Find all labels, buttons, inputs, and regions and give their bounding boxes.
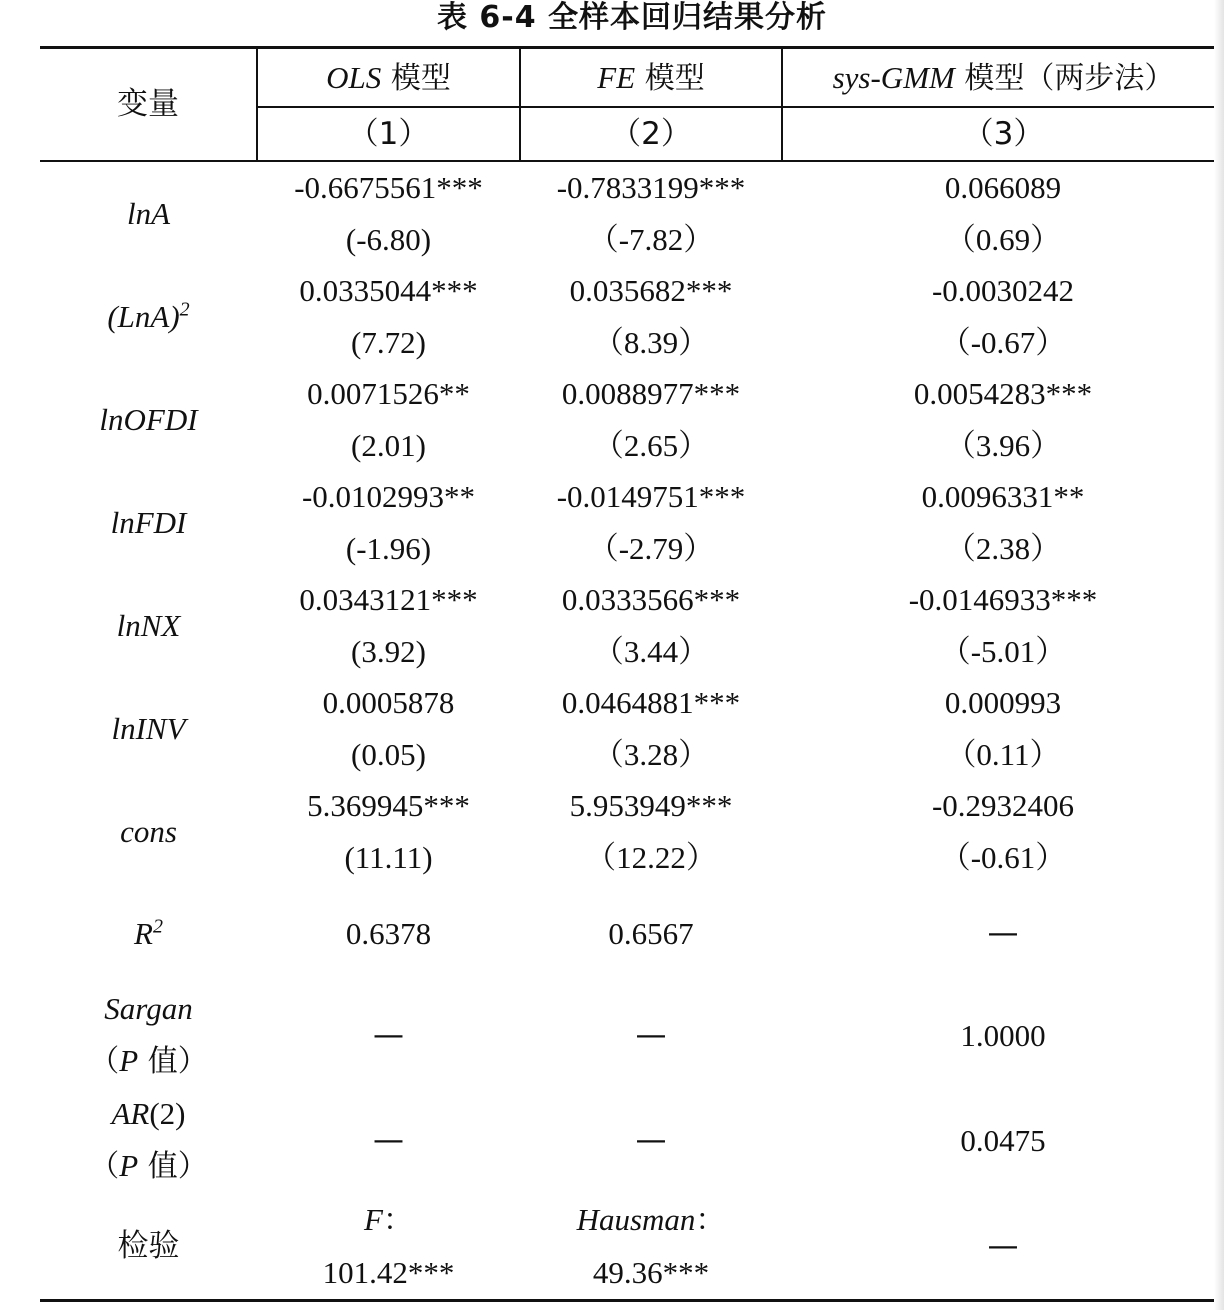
stat-cell: 1.0000 <box>960 1018 1046 1053</box>
model-number-2: （2） <box>520 107 782 161</box>
tstat-cell: （3.44） <box>592 633 710 669</box>
tstat-cell: （-0.67） <box>939 324 1067 360</box>
variable-label: cons <box>120 814 177 849</box>
coef-cell: 0.0096331** <box>921 479 1085 514</box>
model-header-ols: OLS 模型 <box>257 48 520 108</box>
table-body <box>40 161 1224 1301</box>
test-cell-sysgmm: — <box>987 1227 1019 1264</box>
stat-cell: 0.0475 <box>960 1123 1046 1158</box>
tstat-cell: （2.65） <box>592 427 710 463</box>
tstat-cell: （-5.01） <box>939 633 1067 669</box>
table-title: 表 6-4 全样本回归结果分析 <box>436 0 828 35</box>
tstat-cell: （-2.79） <box>587 530 715 566</box>
coef-cell: -0.0149751*** <box>556 479 746 514</box>
tstat-cell: （-0.61） <box>939 839 1067 875</box>
table-row-sargan <box>40 983 1224 1088</box>
tstat-cell: (2.01) <box>351 427 426 463</box>
table-row-cons-coef <box>40 780 1224 831</box>
table-row-r2 <box>40 883 1224 983</box>
coef-cell: 0.0088977*** <box>561 376 741 411</box>
table-row-lnfdi-coef <box>40 471 1224 522</box>
coef-cell: -0.7833199*** <box>556 170 746 205</box>
variable-label: lnFDI <box>110 505 187 540</box>
stat-cell: — <box>373 1122 404 1158</box>
coef-cell: 0.0335044*** <box>299 273 478 308</box>
coef-cell: 0.0005878 <box>322 685 455 720</box>
variable-label: AR(2) （P 值） <box>89 1096 208 1184</box>
coef-cell: -0.2932406 <box>931 788 1075 823</box>
model-header-fe: FE 模型 <box>520 48 782 108</box>
variable-label: $R^2$ <box>134 915 163 951</box>
stat-cell: — <box>635 1017 667 1053</box>
model-number-1: （1） <box>257 107 520 161</box>
variable-label: 检验 <box>117 1227 180 1264</box>
coef-cell: -0.0102993** <box>301 479 476 514</box>
model-header-sysgmm: sys-GMM 模型（两步法） <box>782 48 1224 108</box>
variable-label: lnOFDI <box>99 402 198 437</box>
table-row-test <box>40 1193 1224 1301</box>
variable-label: lnINV <box>111 711 186 746</box>
tstat-cell: (0.05) <box>351 736 426 772</box>
tstat-cell: (-6.80) <box>345 221 432 257</box>
variable-label: lnNX <box>116 608 181 643</box>
header-row-models <box>40 48 1224 108</box>
stat-cell: — <box>373 1017 404 1053</box>
tstat-cell: （8.39） <box>592 324 710 360</box>
tstat-cell: （3.96） <box>944 427 1062 463</box>
test-cell-hausman: Hausman： 49.36*** <box>576 1201 726 1290</box>
coef-cell: 0.0464881*** <box>561 685 741 720</box>
stat-cell: — <box>635 1122 667 1158</box>
variable-label: (LnA)$^2$ <box>107 298 190 334</box>
tstat-cell: (-1.96) <box>345 530 432 566</box>
coef-cell: 0.0343121*** <box>299 582 478 617</box>
model-number-3: （3） <box>782 107 1224 161</box>
stat-cell: — <box>987 914 1019 951</box>
variable-header: 变量 <box>40 48 257 162</box>
tstat-cell: （3.28） <box>592 736 710 772</box>
coef-cell: 0.0054283*** <box>913 376 1093 411</box>
tstat-cell: (11.11) <box>344 839 433 875</box>
tstat-cell: （0.11） <box>945 736 1061 772</box>
tstat-cell: （12.22） <box>585 839 717 875</box>
tstat-cell: (3.92) <box>351 633 426 669</box>
coef-cell: 0.0333566*** <box>561 582 741 617</box>
coef-cell: 5.953949*** <box>569 788 733 823</box>
coef-cell: -0.6675561*** <box>294 170 483 205</box>
stat-cell: 0.6567 <box>608 915 694 951</box>
table-row-ar2 <box>40 1088 1224 1193</box>
table-row-lnnx-coef <box>40 574 1224 625</box>
table-row-lninv-coef <box>40 677 1224 728</box>
coef-cell: -0.0030242 <box>931 273 1075 308</box>
tstat-cell: （2.38） <box>944 530 1062 566</box>
test-cell-f: F： 101.42*** <box>322 1201 455 1290</box>
table-row-lnofdi-coef <box>40 368 1224 419</box>
coef-cell: 0.000993 <box>944 685 1062 720</box>
tstat-cell: （-7.82） <box>587 221 715 257</box>
coef-cell: 0.0071526** <box>307 376 470 411</box>
variable-label: Sargan （P 值） <box>89 991 208 1079</box>
tstat-cell: (7.72) <box>351 324 426 360</box>
scan-edge-shadow <box>1214 0 1224 1310</box>
coef-cell: -0.0146933*** <box>908 582 1098 617</box>
coef-cell: 0.066089 <box>944 170 1062 205</box>
tstat-cell: （0.69） <box>944 221 1062 257</box>
regression-table <box>40 46 1224 1302</box>
coef-cell: 0.035682*** <box>569 273 733 308</box>
stat-cell: 0.6378 <box>345 915 432 951</box>
variable-label: lnA <box>126 196 171 231</box>
table-row-lna2-coef <box>40 265 1224 316</box>
table-row-lna-coef <box>40 161 1224 213</box>
coef-cell: 5.369945*** <box>307 788 470 823</box>
